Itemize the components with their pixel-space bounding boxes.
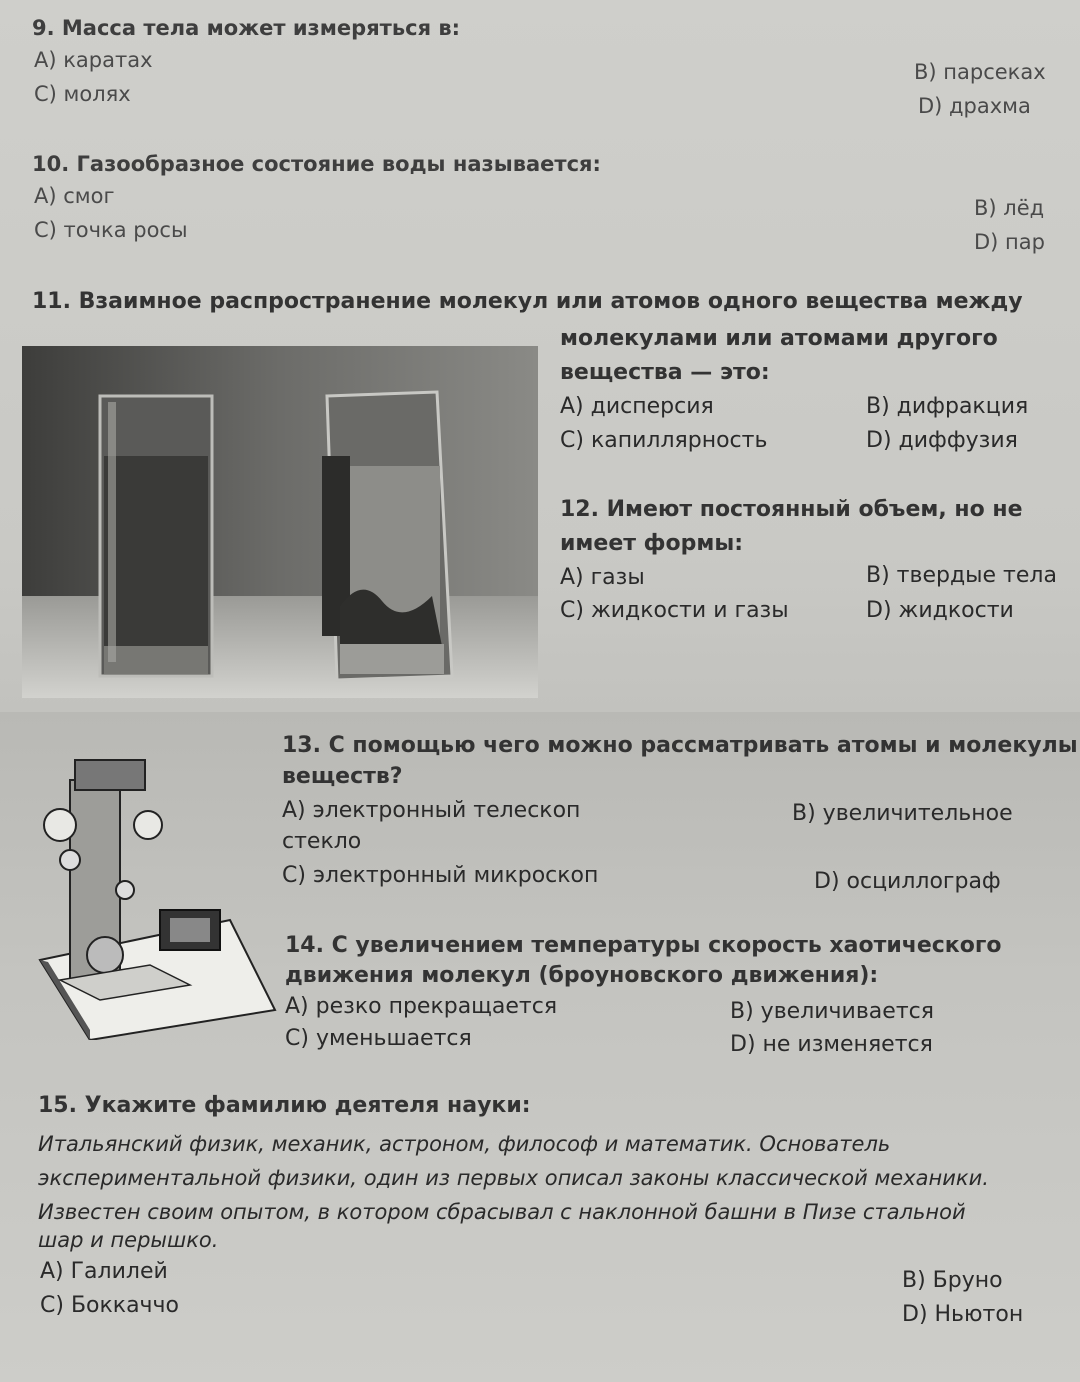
question-9-option-b: В) парсеках [914,60,1046,84]
question-13-option-d: D) осциллограф [814,869,1001,894]
question-11-text-line3: вещества — это: [560,360,770,385]
question-11-text-line1: 11. Взаимное распространение молекул или атомов одного вещества между [32,289,1023,314]
question-15-description-line2: экспериментальной физики, один из первых описал законы классической механики. [38,1166,989,1190]
question-9-option-a: А) каратах [34,48,153,72]
question-12-option-b: В) твердые тела [866,563,1057,588]
question-14-text-line1: 14. С увеличением температуры скорость хаотического [285,933,1002,958]
question-13-text-line1: 13. С помощью чего можно рассматривать атомы и молекулы [282,733,1078,758]
question-11-option-a: А) дисперсия [560,394,714,419]
question-10-text: 10. Газообразное состояние воды называется: [32,152,601,176]
question-14-option-a: А) резко прекращается [285,994,558,1019]
question-13-option-c: С) электронный микроскоп [282,863,599,888]
question-10-option-a: А) смог [34,184,115,208]
question-10-option-b: В) лёд [974,196,1045,220]
question-15-description-line4: шар и перышко. [38,1228,219,1252]
question-13-option-a-continued: стекло [282,829,362,854]
question-12-option-a: А) газы [560,565,645,590]
question-13-option-b: В) увеличительное [792,801,1013,826]
question-15-description-line3: Известен своим опытом, в котором сбрасывал с наклонной башни в Пизе стальной [38,1200,966,1224]
question-12-option-d: D) жидкости [866,598,1014,623]
question-14-option-c: С) уменьшается [285,1026,472,1051]
question-11-option-d: D) диффузия [866,428,1018,453]
electron-microscope-illustration [30,750,280,1040]
question-11-option-b: В) дифракция [866,394,1029,419]
question-12-text-line2: имеет формы: [560,531,744,556]
question-9-option-d: D) драхма [918,94,1031,118]
question-9-option-c: С) молях [34,82,131,106]
question-12-option-c: С) жидкости и газы [560,598,789,623]
question-15-option-a: А) Галилей [40,1259,168,1284]
question-15-option-c: С) Боккаччо [40,1293,180,1318]
question-14-option-d: D) не изменяется [730,1032,933,1057]
question-13-text-line2: веществ? [282,764,403,789]
question-14-text-line2: движения молекул (броуновского движения): [285,963,879,988]
question-9-text: 9. Масса тела может измеряться в: [32,16,461,40]
question-11-text-line2: молекулами или атомами другого [560,326,998,351]
question-10-option-c: С) точка росы [34,218,188,242]
question-15-option-d: D) Ньютон [902,1302,1024,1327]
question-15-text: 15. Укажите фамилию деятеля науки: [38,1093,531,1118]
diffusion-glasses-photo [22,346,538,698]
question-15-description-line1: Итальянский физик, механик, астроном, философ и математик. Основатель [38,1132,891,1156]
question-15-option-b: В) Бруно [902,1268,1003,1293]
question-12-text-line1: 12. Имеют постоянный объем, но не [560,497,1023,522]
question-14-option-b: В) увеличивается [730,999,934,1024]
question-13-option-a: А) электронный телескоп [282,798,581,823]
question-11-option-c: С) капиллярность [560,428,768,453]
question-10-option-d: D) пар [974,230,1045,254]
